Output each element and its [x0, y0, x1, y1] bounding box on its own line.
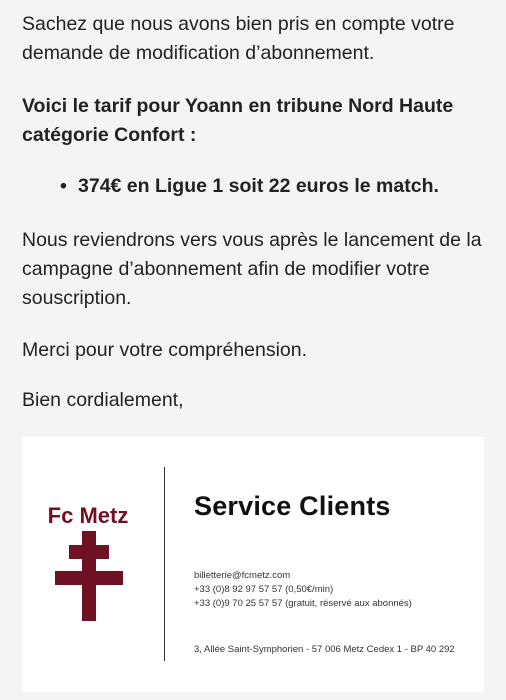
email-signature — [22, 437, 484, 692]
email-closing: Bien cordialement, — [22, 389, 184, 411]
email-paragraph-followup: Nous reviendrons vers vous après le lancement de la campagne d’abonnement afin de modifier votre souscription. — [22, 229, 482, 309]
list-item — [22, 172, 492, 201]
club-logo-text: Fc Metz — [47, 503, 129, 528]
signature-title: Service Clients — [194, 491, 391, 521]
signature-email-link[interactable]: billetterie@fcmetz.com — [194, 570, 291, 581]
email-paragraph-confirmation: Sachez que nous avons bien pris en compte votre demande de modification d’abonnement. — [22, 13, 455, 64]
bullet-icon: • — [60, 175, 67, 197]
tariff-list — [22, 172, 492, 201]
signature-phone-paid[interactable]: +33 (0)8 92 97 57 57 (0,50€/min) — [194, 584, 334, 595]
signature-address: 3, Allée Saint-Symphorien - 57 006 Metz Cedex 1 - BP 40 292 — [194, 644, 455, 655]
email-paragraph-tariff-heading: Voici le tarif pour Yoann en tribune Nord Haute catégorie Confort : — [22, 95, 454, 146]
signature-divider — [164, 467, 165, 661]
signature-phone-free[interactable]: +33 (0)9 70 25 57 57 (gratuit, réservé aux abonnés) — [194, 598, 412, 609]
email-paragraph-thanks: Merci pour votre compréhension. — [22, 339, 308, 361]
tariff-text: 374€ en Ligue 1 soit 22 euros le match. — [78, 175, 439, 197]
lorraine-cross-icon — [55, 531, 123, 621]
